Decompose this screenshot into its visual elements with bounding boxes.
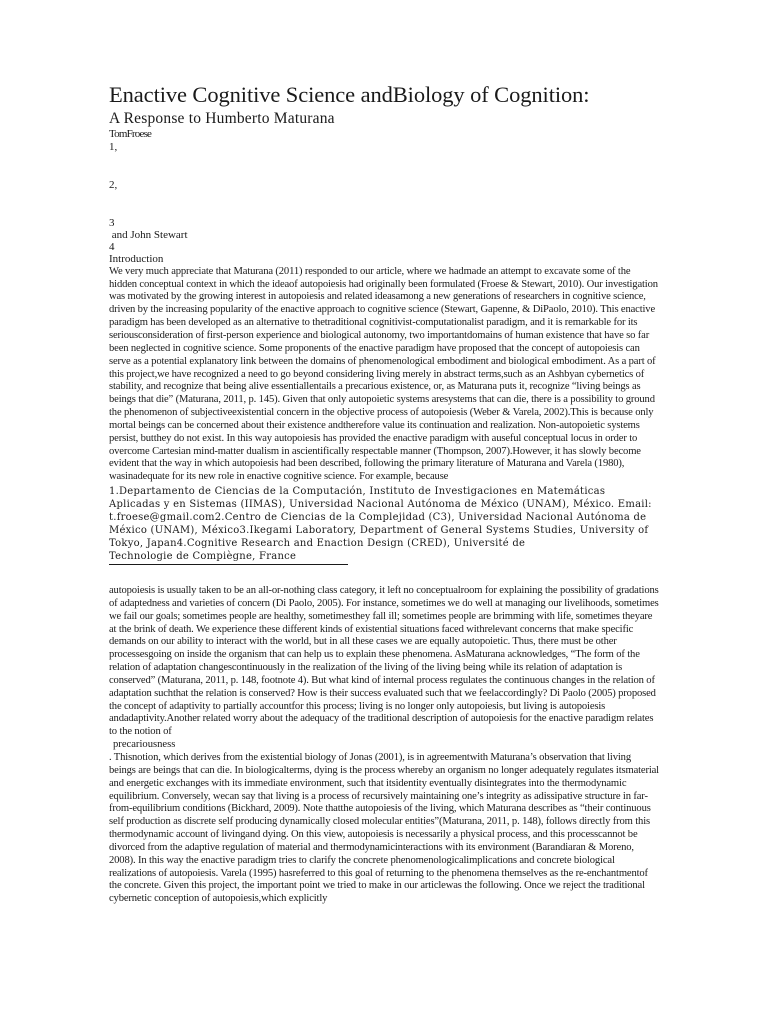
- footnote-text: 1.Departamento de Ciencias de la Computación, Instituto de Investigaciones en Matemáticas Aplicadas y en Sistemas (IIMAS), Universidad Nacional Autónoma de México (UNAM), México. Email: t.froese@gmail.com2.Centro de Ciencias de la Complejidad (C3), Universidad Nacional Autónoma de México (UNAM), México3.Ikegami Laboratory, Department of General Systems Studies, University of Tokyo, Japan4.Cognitive Research and Enaction Design (CRED), Université de: [109, 486, 652, 549]
- affiliation-mark-1: 1,: [109, 141, 118, 153]
- paper-title: Enactive Cognitive Science andBiology of Cognition:: [109, 82, 590, 107]
- author-froese: TomFroese: [109, 128, 152, 140]
- page-lower: [109, 585, 659, 906]
- affiliation-mark-2: 2,: [109, 179, 118, 191]
- footnote-last-line: Technologie de Compiègne, France: [109, 551, 348, 565]
- adaptivity-paragraph: autopoiesis is usually taken to be an all-or-nothing class category, it left no conceptualroom for explaining the possibility of gradations of adaptedness and varieties of concern (Di Paolo, 2005). For instance, sometimes we do well at managing our livelihoods, sometimes we fail our goals; sometimes people are healthy, sometimesthey fall ill; sometimes people are brimming with life, sometimes theyare at the brink of death. We experience these different kinds of existential situations faced withrelevant concerns that make specific demands on our ability to interact with the world, but in all these cases we are equally autopoietic. Thus, there must be other processesgoing on inside the organism that can help us to explain these phenomena. AsMaturana acknowledges, “The form of the relation of adaptation changescontinuously in the realization of the living of the living being while its relation of adaptation is conserved” (Maturana, 2011, p. 148, footnote 4). But what kind of internal process regulates the continuous changes in the relation of adaptation suchthat the relation is conserved? How is their success evaluated such that we feelaccordingly? Di Paolo (2005) proposed the concept of adaptivity to partially accountfor this process; living is no longer only autopoiesis, but living is autopoiesis andadaptivity.Another related worry about the adequacy of the traditional description of autopoiesis for the enactive paradigm relates to the notion of: [109, 585, 659, 738]
- paper-subtitle: A Response to Humberto Maturana: [109, 110, 335, 127]
- precariousness-term: precariousness: [113, 739, 176, 751]
- affiliation-mark-3: 3: [109, 217, 115, 229]
- introduction-heading: Introduction: [109, 253, 164, 265]
- intro-paragraph: We very much appreciate that Maturana (2011) responded to our article, where we hadmade an attempt to excavate some of the hidden conceptual context in which the ideaof autopoiesis had originally been formulated (Froese & Stewart, 2010). Our investigation was motivated by the growing interest in autopoiesis and related ideasamong a new generations of researchers in cognitive science, driven by the increasing popularity of the enactive approach to cognitive science (Stewart, Gapenne, & DiPaolo, 2010). This enactive paradigm has been developed as an alternative to thetraditional cognitivist-computationalist paradigm, and it is remarkable for its seriousconsideration of first-person experience and biological autonomy, two importantdomains of human existence that have so far been neglected in cognitive science. Some proponents of the enactive paradigm have proposed that the concept of autopoiesis can serve as a potential explanatory link between the domains of phenomenological embodiment and biological embodiment. As a part of this project,we have recognized a need to go beyond considering living merely in abstract terms,such as an Ashbyan cybernetics of stability, and recognize that being alive essentiallentails a precarious existence, or, as Maturana puts it, recognize “living beings as beings that die” (Maturana, 2011, p. 145). Given that only autopoietic systems aresystems that can die, there is a possibility to ground the phenomenon of subjectiveexistential concern in the objective process of autopoiesis (Weber & Varela, 2002).This is because only mortal beings can be concerned about their existence andtherefore value its continuation and realization. Non-autopoietic systems persist, butthey do not exist. In this way autopoiesis has provided the enactive paradigm with auseful conceptual locus in order to overcome Cartesian mind-matter dualism in ascientifically respectable manner (Thompson, 2007).However, it has slowly become evident that the way in which autopoiesis had been described, following the primary literature of Maturana and Varela (1980), wasinadequate for its new role in enactive cognitive science. For example, because: [109, 265, 658, 483]
- affiliation-mark-4: 4: [109, 241, 115, 253]
- author-stewart: and John Stewart: [109, 229, 188, 241]
- affiliations-footnote: [109, 486, 659, 564]
- page-upper: [109, 82, 659, 565]
- precariousness-paragraph: . Thisnotion, which derives from the existential biology of Jonas (2001), is in agreementwith Maturana’s observation that living beings are beings that can die. In biologicalterms, dying is the process whereby an organism no longer adequately regulates itsmaterial and energetic exchanges with its immediate environment, such that itsidentity eventually disintegrates into the thermodynamic equilibrium. Conversely, wecan say that living is a process of recursively maintaining one’s integrity as adissipative structure in far-from-equilibrium conditions (Bickhard, 2009). Note thatthe autopoiesis of the living, which Maturana describes as “their continuous self production as discrete self producing dynamically closed molecular entities”(Maturana, 2011, p. 148), follows directly from this thermodynamic account of livingand dying. On this view, autopoiesis is necessarily a physical process, and this processcannot be divorced from the adaptive regulation of material and thermodynamicinteractions with its environment (Barandiaran & Moreno, 2008). In this way the enactive paradigm tries to clarify the concrete phenomenologicalimplications and concrete biological realizations of autopoiesis. Varela (1995) hasreferred to this goal of returning to the phenomena themselves as the re-enchantmentof the concrete. Given this project, the important point we tried to make in our articlewas the following. Once we reject the traditional cybernetic conception of autopoiesis,which explicitly: [109, 751, 659, 905]
